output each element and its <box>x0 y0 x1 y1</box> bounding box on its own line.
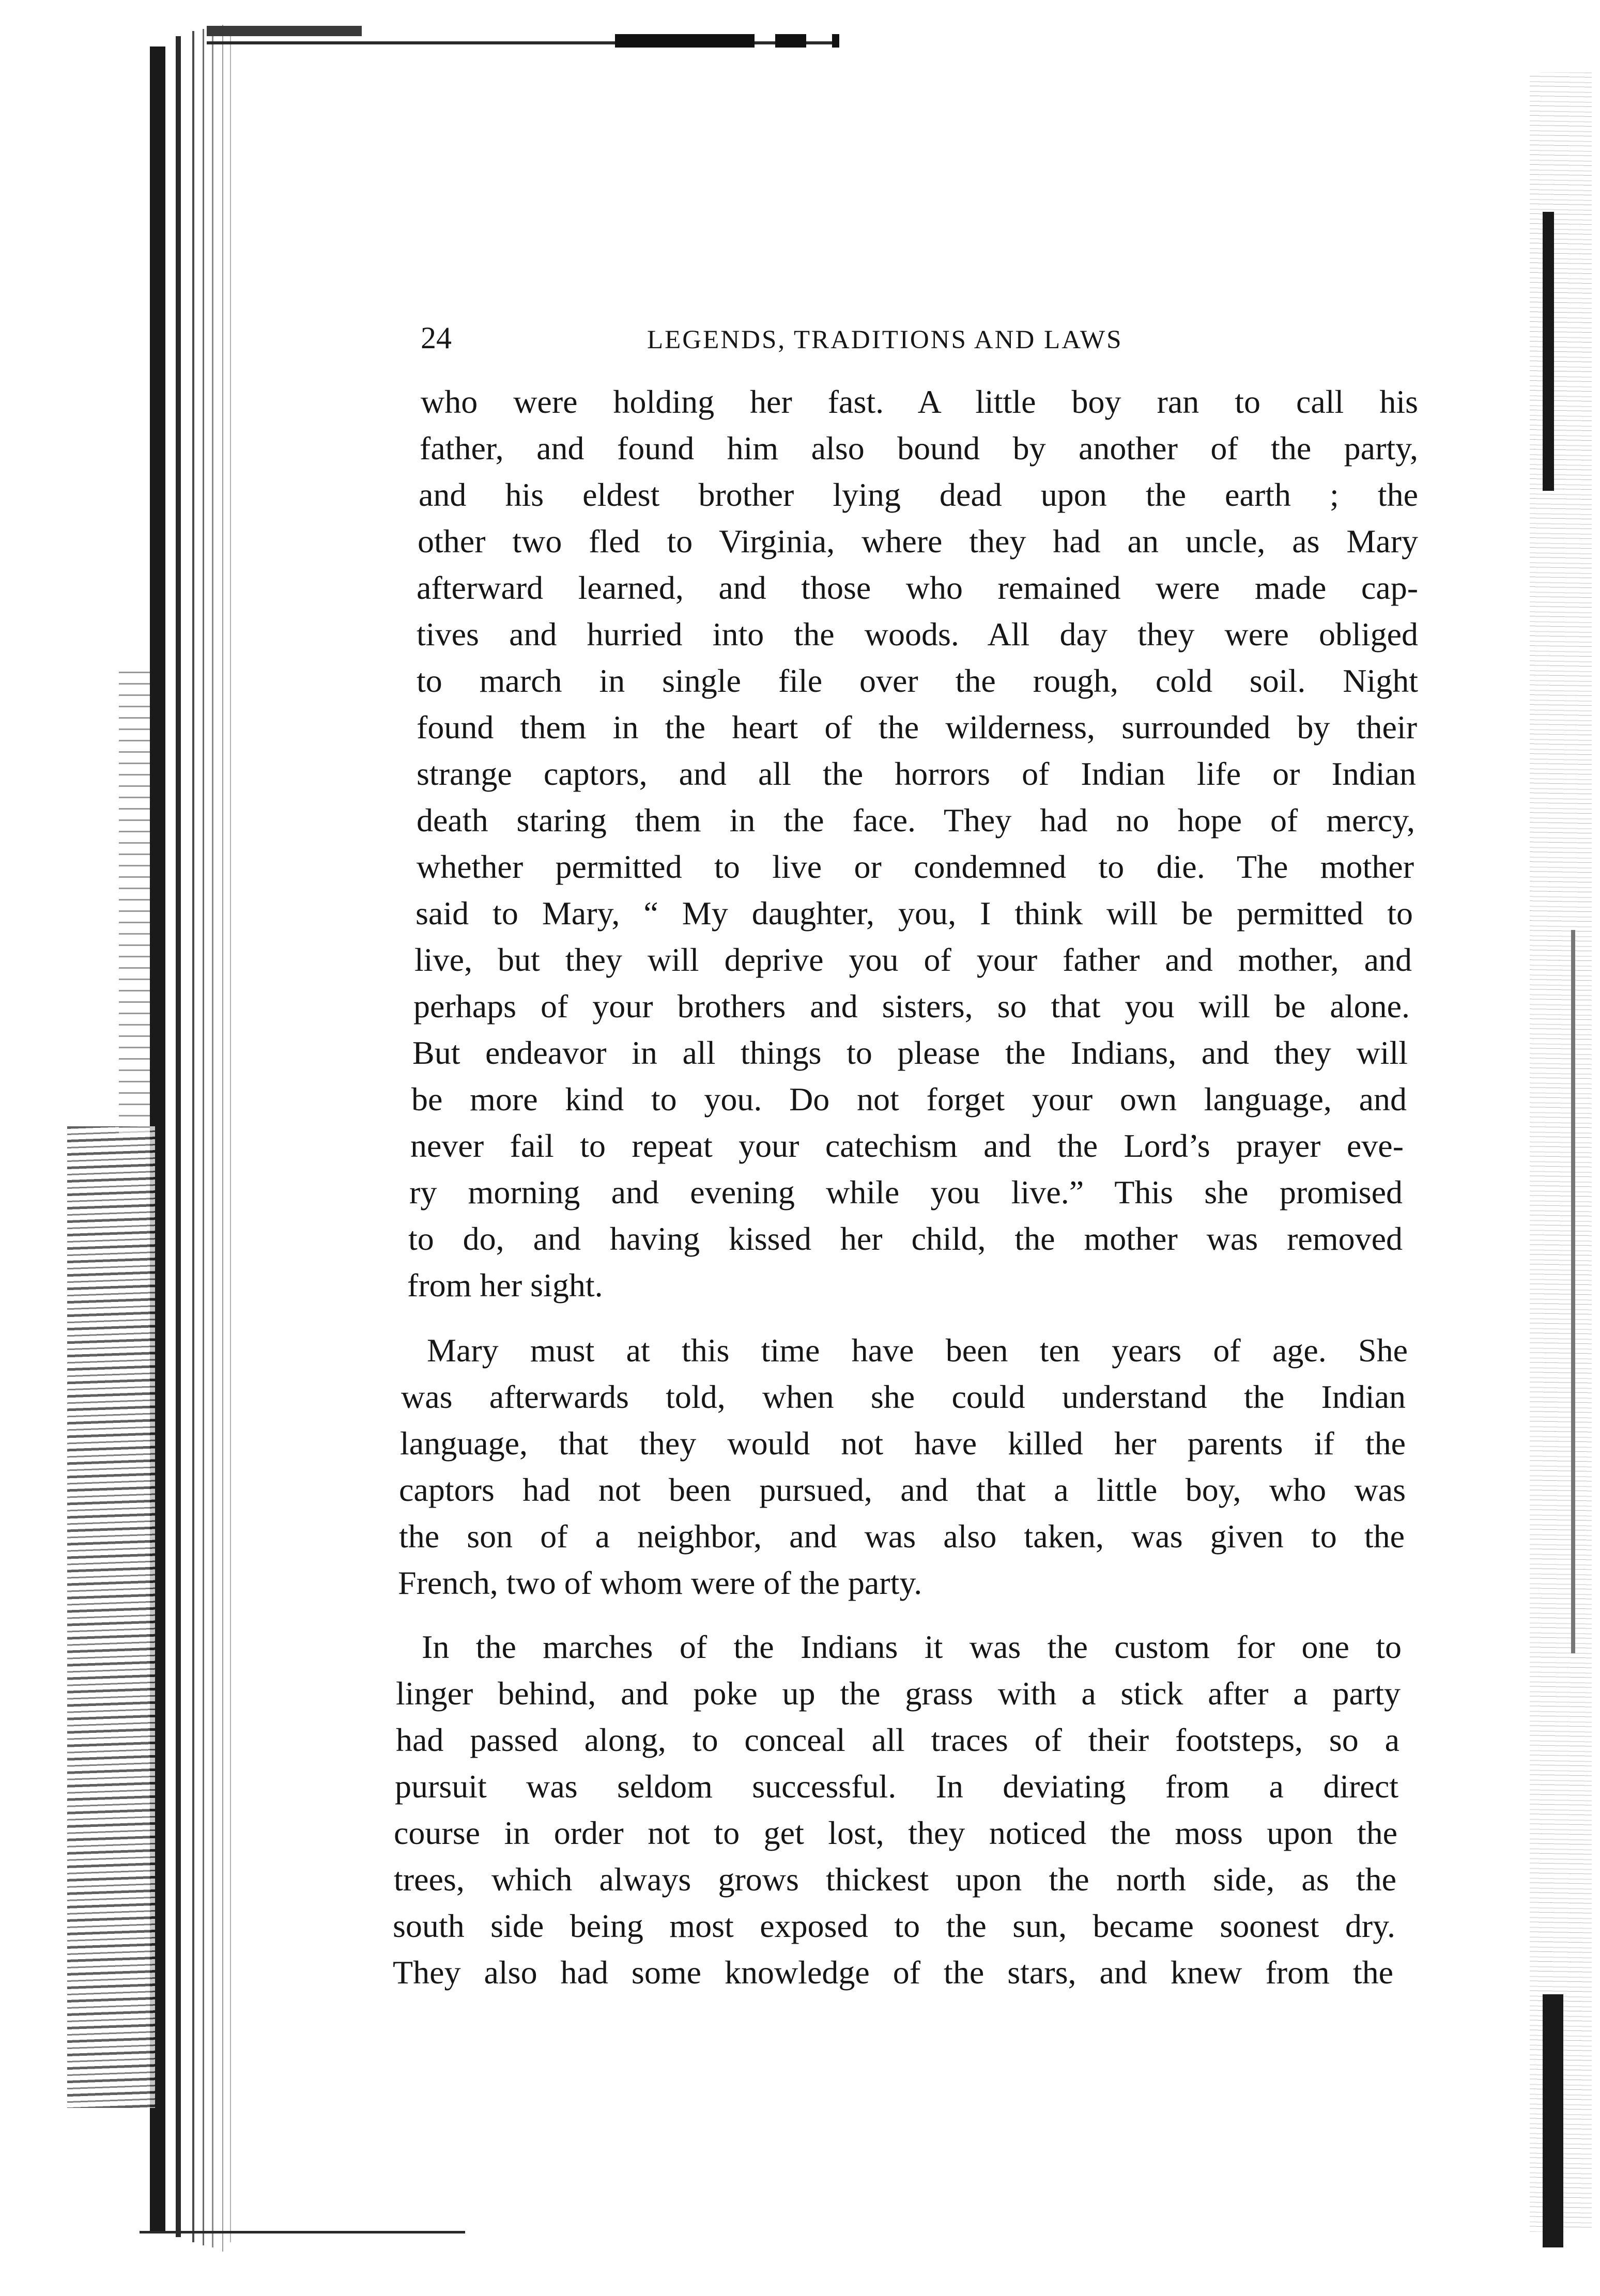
text-line: Mary must at this time have been ten years of age. She <box>427 1332 1408 1369</box>
text-line: tives and hurried into the woods. All day they were obliged <box>417 616 1418 653</box>
text-line: course in order not to get lost, they noticed the moss upon the <box>394 1814 1397 1851</box>
text-line: to do, and having kissed her child, the mother was removed <box>408 1220 1403 1257</box>
text-line: found them in the heart of the wilderness, surrounded by their <box>417 709 1417 746</box>
running-head: LEGENDS, TRADITIONS AND LAWS <box>647 325 1123 354</box>
text-line: other two fled to Virginia, where they had an uncle, as Mary <box>418 523 1418 560</box>
text-line: linger behind, and poke up the grass with a stick after a party <box>396 1675 1401 1712</box>
text-line: south side being most exposed to the sun, became soonest dry. <box>393 1907 1395 1944</box>
text-line: father, and found him also bound by another of the party, <box>420 430 1418 467</box>
text-line: French, two of whom were of the party. <box>398 1564 922 1601</box>
text-line: the son of a neighbor, and was also taken, was given to the <box>399 1518 1405 1555</box>
text-line: strange captors, and all the horrors of Indian life or Indian <box>417 755 1416 792</box>
text-line: to march in single file over the rough, cold soil. Night <box>417 662 1418 699</box>
text-line: perhaps of your brothers and sisters, so that you will be alone. <box>413 988 1410 1025</box>
text-line: had passed along, to conceal all traces of their footsteps, so a <box>396 1721 1399 1758</box>
text-line: ry morning and evening while you live.” This she promised <box>409 1174 1403 1211</box>
text-line: But endeavor in all things to please the Indians, and they will <box>412 1034 1408 1071</box>
text-line: afterward learned, and those who remained were made cap- <box>417 569 1418 606</box>
text-line: death staring them in the face. They had no hope of mercy, <box>417 802 1415 839</box>
page-number: 24 <box>421 321 452 355</box>
text-line: language, that they would not have killed her parents if the <box>400 1425 1406 1462</box>
text-line: live, but they will deprive you of your father and mother, and <box>414 941 1412 978</box>
text-line: said to Mary, “ My daughter, you, I think will be permitted to <box>416 895 1413 932</box>
text-line: whether permitted to live or condemned to die. The mother <box>417 848 1414 885</box>
text-line: never fail to repeat your catechism and the Lord’s prayer eve- <box>410 1127 1404 1164</box>
text-line: captors had not been pursued, and that a little boy, who was <box>399 1471 1406 1508</box>
text-line: They also had some knowledge of the stars, and knew from the <box>393 1954 1393 1991</box>
text-line: be more kind to you. Do not forget your own language, and <box>411 1081 1407 1118</box>
text-line: and his eldest brother lying dead upon the earth ; the <box>419 476 1418 513</box>
text-line: was afterwards told, when she could understand the Indian <box>401 1378 1406 1415</box>
text-line: who were holding her fast. A little boy ran to call his <box>421 383 1418 420</box>
text-line: pursuit was seldom successful. In deviating from a direct <box>395 1768 1398 1805</box>
text-line: from her sight. <box>407 1267 603 1304</box>
text-line: In the marches of the Indians it was the custom for one to <box>422 1628 1402 1665</box>
text-line: trees, which always grows thickest upon the north side, as the <box>394 1861 1396 1898</box>
